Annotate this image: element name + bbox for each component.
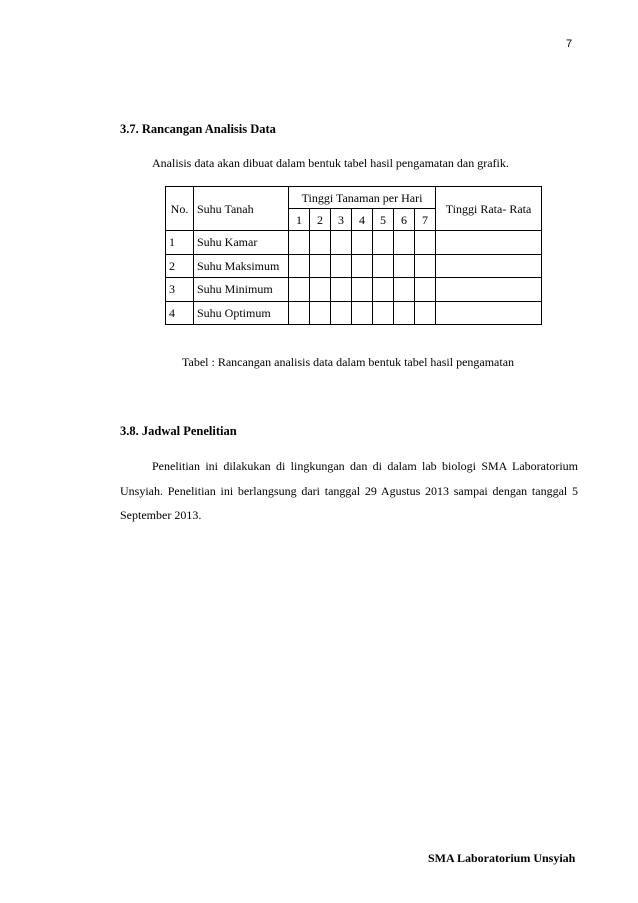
table-cell	[415, 231, 436, 255]
day-header: 2	[310, 209, 331, 231]
page-footer: SMA Laboratorium Unsyiah	[428, 851, 576, 865]
table-cell	[289, 254, 310, 278]
table-cell	[352, 301, 373, 325]
section-heading-3-8: 3.8. Jadwal Penelitian	[120, 424, 237, 438]
table-cell	[289, 301, 310, 325]
table-row	[166, 301, 542, 325]
table-cell	[373, 278, 394, 302]
day-header: 5	[373, 209, 394, 231]
table-cell	[352, 231, 373, 255]
table-cell	[310, 254, 331, 278]
analysis-intro-text: Analisis data akan dibuat dalam bentuk tabel hasil pengamatan dan grafik.	[152, 156, 509, 170]
header-suhu-tanah: Suhu Tanah	[194, 187, 289, 231]
table-cell	[310, 278, 331, 302]
table-cell	[373, 231, 394, 255]
schedule-paragraph	[120, 454, 578, 528]
header-tinggi-tanaman: Tinggi Tanaman per Hari	[289, 187, 436, 209]
table-cell	[436, 301, 542, 325]
table-cell	[352, 254, 373, 278]
header-no: No.	[166, 187, 194, 231]
table-cell	[394, 231, 415, 255]
observation-table	[165, 186, 542, 325]
table-cell	[415, 301, 436, 325]
table-cell	[436, 254, 542, 278]
section-heading-3-7: 3.7. Rancangan Analisis Data	[120, 122, 276, 136]
table-cell	[289, 231, 310, 255]
row-no: 4	[166, 301, 194, 325]
table-cell	[373, 301, 394, 325]
table-caption: Tabel : Rancangan analisis data dalam bentuk tabel hasil pengamatan	[182, 355, 515, 369]
page-number: 7	[566, 38, 573, 50]
table-cell	[289, 278, 310, 302]
row-no: 2	[166, 254, 194, 278]
day-header: 7	[415, 209, 436, 231]
table-cell	[394, 301, 415, 325]
table-cell	[415, 278, 436, 302]
table-cell	[352, 278, 373, 302]
table-cell	[394, 254, 415, 278]
row-label: Suhu Maksimum	[194, 254, 289, 278]
table-cell	[436, 278, 542, 302]
row-label: Suhu Optimum	[194, 301, 289, 325]
table-cell	[373, 254, 394, 278]
table-cell	[331, 301, 352, 325]
row-no: 1	[166, 231, 194, 255]
table-header-row	[166, 187, 542, 209]
table-cell	[436, 231, 542, 255]
table-row	[166, 231, 542, 255]
table-row	[166, 278, 542, 302]
table-row	[166, 254, 542, 278]
schedule-paragraph-text: Penelitian ini dilakukan di lingkungan dan di dalam lab biologi SMA Laboratorium Unsyiah. Penelitian ini berlangsung dari tanggal 29 Agustus 2013 sampai dengan tanggal 5 September 2013.	[120, 459, 578, 522]
table-cell	[331, 254, 352, 278]
day-header: 1	[289, 209, 310, 231]
row-label: Suhu Kamar	[194, 231, 289, 255]
header-tinggi-rata-rata: Tinggi Rata- Rata	[436, 187, 542, 231]
day-header: 6	[394, 209, 415, 231]
table-cell	[310, 231, 331, 255]
row-no: 3	[166, 278, 194, 302]
row-label: Suhu Minimum	[194, 278, 289, 302]
table-cell	[331, 231, 352, 255]
table-cell	[394, 278, 415, 302]
table-cell	[415, 254, 436, 278]
day-header: 3	[331, 209, 352, 231]
table-cell	[310, 301, 331, 325]
table-cell	[331, 278, 352, 302]
day-header: 4	[352, 209, 373, 231]
